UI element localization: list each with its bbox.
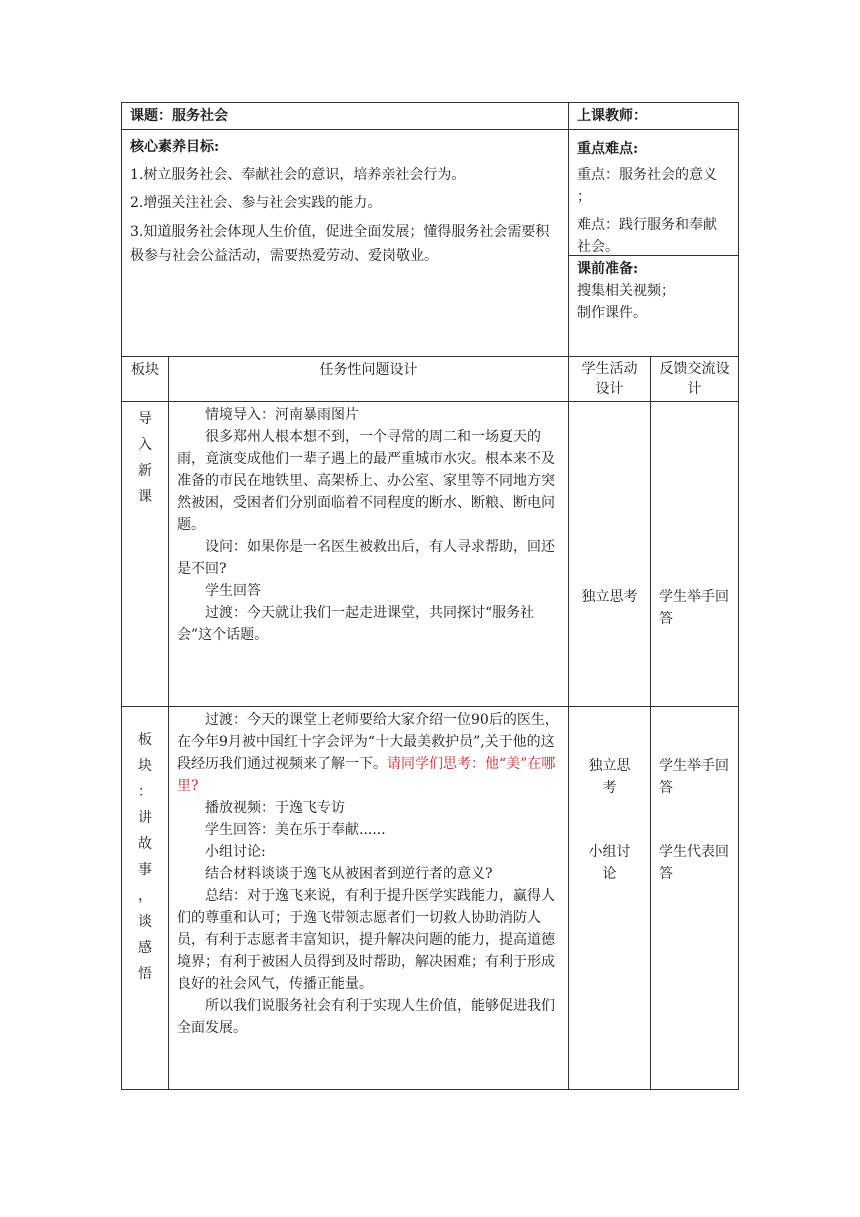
- section2-char: ：: [137, 784, 152, 800]
- section1-task: [169, 402, 569, 707]
- preparation-box: [569, 256, 738, 326]
- section2-intro-text: 过渡：今天的课堂上老师要给大家介绍一位90后的医生，在今年9月被中国红十字会评为“十大最美救护员”,关于他的这段经历我们通过视频来了解一下。: [177, 712, 559, 772]
- section2-char: 悟: [137, 966, 152, 982]
- goal-item-3: 3.知道服务社会体现人生价值，促进全面发展；懂得服务社会需要积极参与社会公益活动，需要热爱劳动、爱岗敬业。: [130, 224, 550, 264]
- section2-paragraph: 播放视频：于逸飞专访: [205, 800, 345, 816]
- section1-row: [122, 402, 739, 707]
- col-student: 学生活动设计: [569, 357, 651, 402]
- section2-paragraph: 学生回答：美在乐于奉献......: [205, 822, 386, 838]
- preparation-item-1: 搜集相关视频；: [577, 283, 675, 299]
- key-point: 重点：服务社会的意义 ；: [577, 167, 717, 205]
- section2-feedback-item: 学生代表回答: [659, 844, 729, 882]
- topic-cell: 课题：服务社会: [122, 103, 569, 130]
- section2-char: 事: [137, 862, 152, 878]
- section1-paragraph: 学生回答: [205, 583, 261, 599]
- section2-row: [122, 707, 739, 1090]
- section2-char: 块: [137, 758, 152, 774]
- section2-intro: [177, 709, 560, 797]
- header-row: [122, 103, 739, 130]
- key-points-title: 重点难点:: [577, 141, 639, 157]
- section1-paragraph: 情境导入：河南暴雨图片: [205, 407, 359, 423]
- column-header-row: [122, 357, 739, 402]
- section1-char: 入: [137, 437, 152, 453]
- section1-name: [122, 402, 169, 707]
- section1-paragraph: 设问：如果你是一名医生被救出后，有人寻求帮助，回还是不回?: [177, 539, 555, 577]
- section2-char: ，: [137, 888, 152, 904]
- section1-feedback: 学生举手回答: [651, 402, 739, 707]
- preparation-item-2: 制作课件。: [577, 305, 647, 321]
- section2-char: 感: [137, 940, 152, 956]
- section2-task: [169, 707, 569, 1090]
- goal-item-2: 2.增强关注社会、参与社会实践的能力。: [130, 195, 382, 211]
- section2-char: 谈: [137, 914, 152, 930]
- side-info-cell: [569, 130, 739, 357]
- section2-char: 故: [137, 836, 152, 852]
- section1-student: 独立思考: [569, 402, 651, 707]
- section1-char: 课: [137, 489, 152, 505]
- goals-row: [122, 130, 739, 357]
- teacher-cell: 上课教师：: [569, 103, 739, 130]
- section1-char: 导: [137, 411, 152, 427]
- lesson-plan-table: [121, 102, 739, 1090]
- section2-char: 讲: [137, 810, 152, 826]
- goals-title: 核心素养目标:: [130, 139, 220, 155]
- section2-question: 请同学们思考：他“美”在哪里?: [177, 756, 556, 794]
- section1-paragraph: 过渡：今天就让我们一起走进课堂，共同探讨“服务社会”这个话题。: [177, 605, 535, 643]
- section2-feedback: [651, 707, 739, 1090]
- section2-paragraph: 结合材料谈谈于逸飞从被困者到逆行者的意义?: [205, 866, 493, 882]
- col-task: 任务性问题设计: [169, 357, 569, 402]
- section2-char: 板: [137, 732, 152, 748]
- section2-student-item: 小组讨论: [588, 844, 631, 882]
- section2-feedback-item: 学生举手回答: [659, 758, 729, 796]
- section2-student: [569, 707, 651, 1090]
- goal-item-1: 1.树立服务社会、奉献社会的意识，培养亲社会行为。: [130, 167, 466, 183]
- section2-student-item: 独立思考: [588, 758, 631, 796]
- col-feedback: 反馈交流设计: [651, 357, 739, 402]
- preparation-title: 课前准备:: [577, 261, 639, 277]
- section2-name: [122, 707, 169, 1090]
- col-section: 板块: [122, 357, 169, 402]
- difficulty-point: 难点：践行服务和奉献社会。: [577, 217, 717, 255]
- goals-cell: [122, 130, 569, 357]
- section2-paragraph: 所以我们说服务社会有利于实现人生价值，能够促进我们全面发展。: [177, 998, 555, 1036]
- section1-paragraph: 很多郑州人根本想不到，一个寻常的周二和一场夏天的雨，竟演变成他们一辈子遇上的最严重城市水灾。根本来不及准备的市民在地铁里、高架桥上、办公室、家里等不同地方突然被困，受困者们分别面临着不同程度的断水、断粮、断电问题。: [177, 429, 555, 533]
- section1-char: 新: [137, 463, 152, 479]
- section2-paragraph: 小组讨论:: [205, 844, 266, 860]
- key-points-box: [569, 130, 738, 256]
- section2-paragraph: 总结：对于逸飞来说，有利于提升医学实践能力，赢得人们的尊重和认可；于逸飞带领志愿者们一切救人协助消防人员，有利于志愿者丰富知识，提升解决问题的能力，提高道德境界；有利于被困人员得到及时帮助，解决困难；有利于形成良好的社会风气，传播正能量。: [177, 888, 555, 992]
